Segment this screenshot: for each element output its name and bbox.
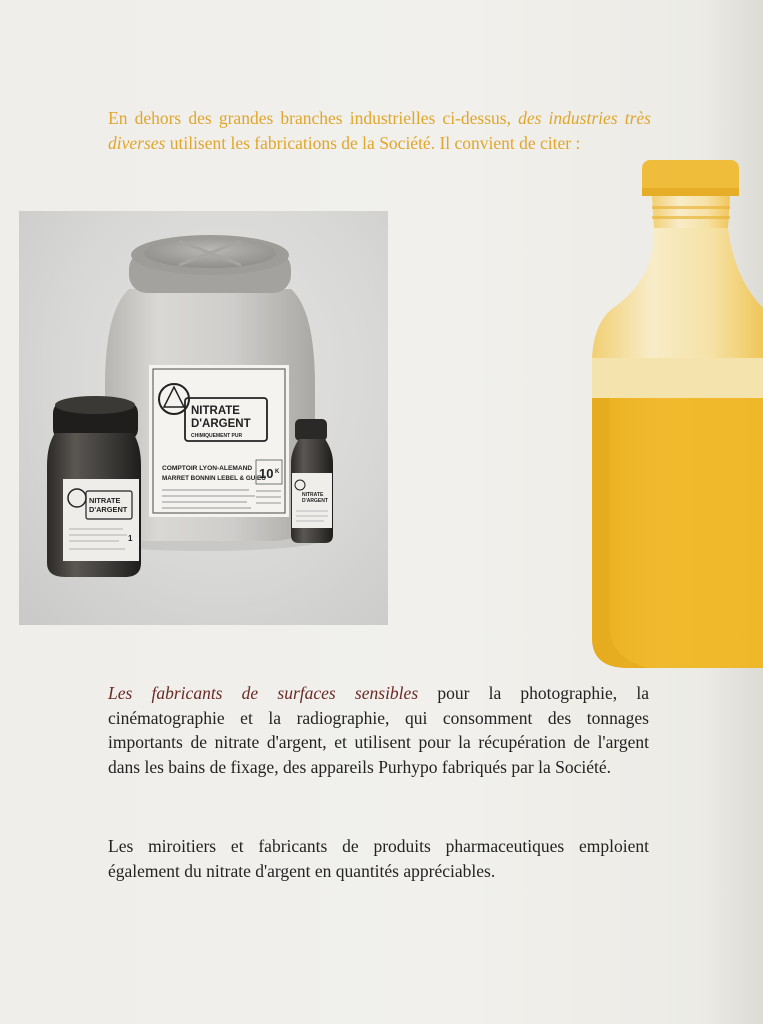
paragraph1-italic-lead: Les fabricants de surfaces sensibles <box>108 683 419 703</box>
large-jar-company2: MARRET BONNIN LEBEL & GUIEU <box>162 475 266 482</box>
large-jar-quantity-unit: K <box>275 469 280 475</box>
silver-nitrate-jars-illustration <box>19 211 388 625</box>
paragraph-miroitiers <box>108 834 649 883</box>
small-vial <box>291 419 333 543</box>
paragraph2-text: Les miroitiers et fabricants de produits pharmaceutiques emploient également du nitrate d'argent en quantités appréciables. <box>108 836 649 881</box>
large-jar-label-line3: CHIMIQUEMENT PUR <box>191 433 243 439</box>
intro-text-end: utilisent les fabrications de la Société. Il convient de citer : <box>165 133 581 153</box>
large-jar-quantity: 10 <box>259 466 274 481</box>
large-jar-company1: COMPTOIR LYON-ALEMAND <box>162 465 253 472</box>
intro-text-start: En dehors des grandes branches industrielles ci-dessus, <box>108 108 519 128</box>
small-dark-jar <box>47 396 141 577</box>
large-jar-label-line2: D'ARGENT <box>191 418 251 430</box>
intro-italic-phrase: des industries très diverses <box>108 108 651 153</box>
small-jar-quantity: 1 <box>128 534 133 543</box>
yellow-bottle-illustration <box>588 158 763 674</box>
paragraph-surfaces-sensibles <box>108 681 649 779</box>
intro-paragraph <box>108 106 651 156</box>
vial-label-line2: D'ARGENT <box>302 498 328 504</box>
large-jar-label-line1: NITRATE <box>191 405 240 417</box>
vial-label-line1: NITRATE <box>302 492 324 498</box>
small-jar-label-line2: D'ARGENT <box>89 505 128 514</box>
paragraph1-text: pour la photographie, la cinématographie et la radiographie, qui consomment des tonnages importants de nitrate d'argent, et utilisent pour la récupération de l'argent dans les bains de fixage, des appareils Purhypo fabriqués par la Société. <box>108 683 649 777</box>
product-photo <box>19 211 388 625</box>
small-jar-label-line1: NITRATE <box>89 496 121 505</box>
